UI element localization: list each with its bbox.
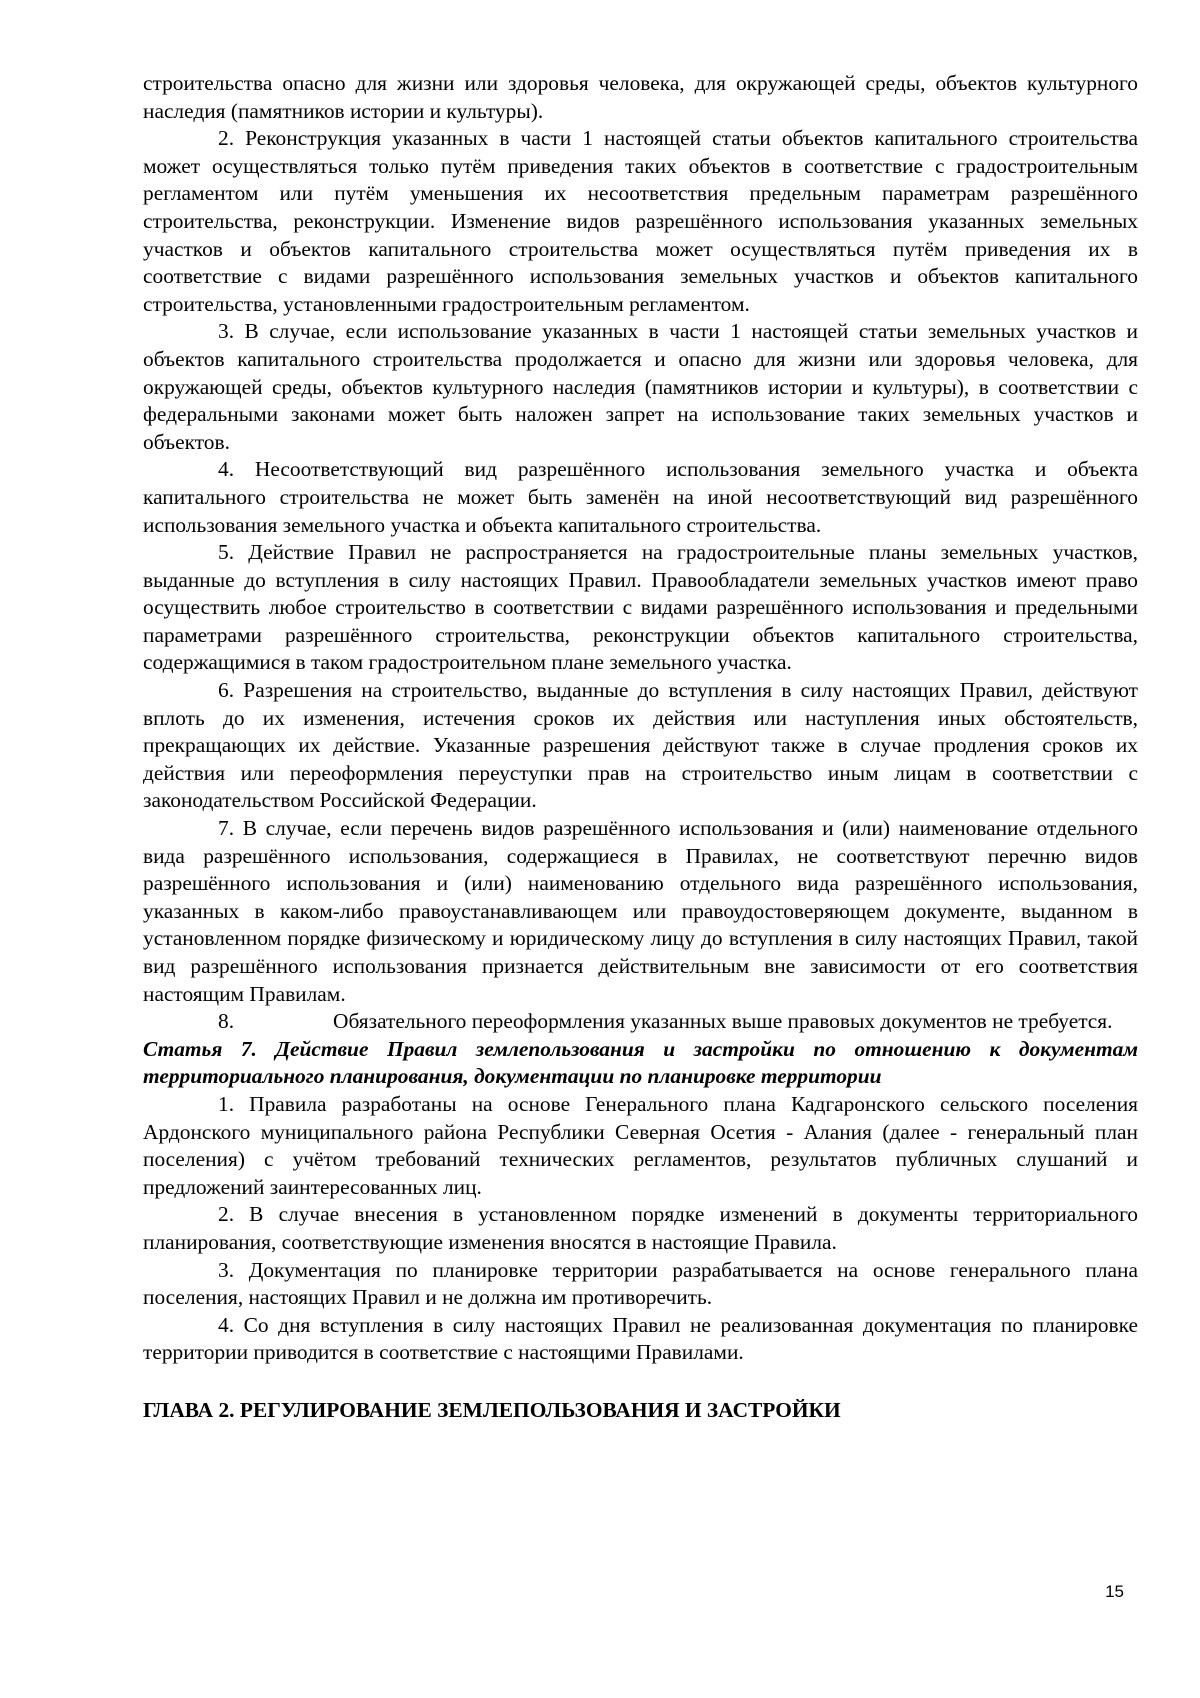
document-page — [143, 70, 1138, 1425]
paragraph-item-2: 2. Реконструкция указанных в части 1 настоящей статьи объектов капитального строительства может осуществляться только путём приведения таких объектов в соответствие с градостроительным регламентом или путём уменьшения их несоответствия предельным параметрам разрешённого строительства, реконструкции. Изменение видов разрешённого использования указанных земельных участков и объектов капитального строительства может осуществляться путём приведения их в соответствие с видами разрешённого использования земельных участков и объектов капитального строительства, установленными градостроительным регламентом. — [143, 126, 1138, 316]
article-7-paragraph-3: 3. Документация по планировке территории разрабатывается на основе генерального плана поселения, настоящих Правил и не должна им противоречить. — [143, 1257, 1138, 1310]
paragraph-item-6: 6. Разрешения на строительство, выданные до вступления в силу настоящих Правил, действуют вплоть до их изменения, истечения сроков их действия или наступления иных обстоятельств, прекращающих их действие. Указанные разрешения действуют также в случае продления сроков их действия или переоформления переуступки прав на строительство иным лицам в соответствии с законодательством Российской Федерации. — [143, 678, 1138, 813]
article-7-paragraph-4: 4. Со дня вступления в силу настоящих Правил не реализованная документация по планировке территории приводится в соответствие с настоящими Правилами. — [143, 1312, 1138, 1365]
paragraph-item-7: 7. В случае, если перечень видов разрешённого использования и (или) наименование отдельного вида разрешённого использования, содержащиеся в Правилах, не соответствуют перечню видов разрешённого использования и (или) наименованию отдельного вида разрешённого использования, указанных в каком-либо правоустанавливающем или правоудостоверяющем документе, выданном в установленном порядке физическому и юридическому лицу до вступления в силу настоящих Правил, такой вид разрешённого использования признается действительным вне зависимости от его соответствия настоящим Правилам. — [143, 816, 1138, 1006]
item-8-text: Обязательного переоформления указанных выше правовых документов не требуется. — [333, 1009, 1113, 1034]
paragraph-item-4: 4. Несоответствующий вид разрешённого использования земельного участка и объекта капитального строительства не может быть заменён на иной несоответствующий вид разрешённого использования земельного участка и объекта капитального строительства. — [143, 457, 1138, 537]
article-7-paragraph-1: 1. Правила разработаны на основе Генерального плана Кадгаронского сельского поселения Ардонского муниципального района Республики Северная Осетия - Алания (далее - генеральный план поселения) с учётом требований технических регламентов, результатов публичных слушаний и предложений заинтересованных лиц. — [143, 1091, 1138, 1199]
page-number: 15 — [1105, 1582, 1124, 1601]
article-7-paragraph-2: 2. В случае внесения в установленном порядке изменений в документы территориального планирования, соответствующие изменения вносятся в настоящие Правила. — [143, 1202, 1138, 1254]
paragraph-item-5: 5. Действие Правил не распространяется на градостроительные планы земельных участков, выданные до вступления в силу настоящих Правил. Правообладатели земельных участков имеют право осуществить любое строительство в соответствии с видами разрешённого использования и предельными параметрами разрешённого строительства, реконструкции объектов капитального строительства, содержащимися в таком градостроительном плане земельного участка. — [143, 540, 1138, 675]
paragraph-item-3: 3. В случае, если использование указанных в части 1 настоящей статьи земельных участков и объектов капитального строительства продолжается и опасно для жизни или здоровья человека, для окружающей среды, объектов культурного наследия (памятников истории и культуры), в соответствии с федеральными законами может быть наложен запрет на использование таких земельных участков и объектов. — [143, 319, 1138, 454]
item-8-number: 8. — [218, 1009, 235, 1034]
paragraph-item-8 — [143, 1008, 1138, 1036]
paragraph-continuation: строительства опасно для жизни или здоровья человека, для окружающей среды, объектов культурного наследия (памятников истории и культуры). — [143, 71, 1138, 123]
article-7-heading: Статья 7. Действие Правил землепользования и застройки по отношению к документам территориального планирования, документации по планировке территории — [143, 1036, 1138, 1089]
chapter-heading: ГЛАВА 2. РЕГУЛИРОВАНИЕ ЗЕМЛЕПОЛЬЗОВАНИЯ И ЗАСТРОЙКИ — [143, 1397, 841, 1422]
